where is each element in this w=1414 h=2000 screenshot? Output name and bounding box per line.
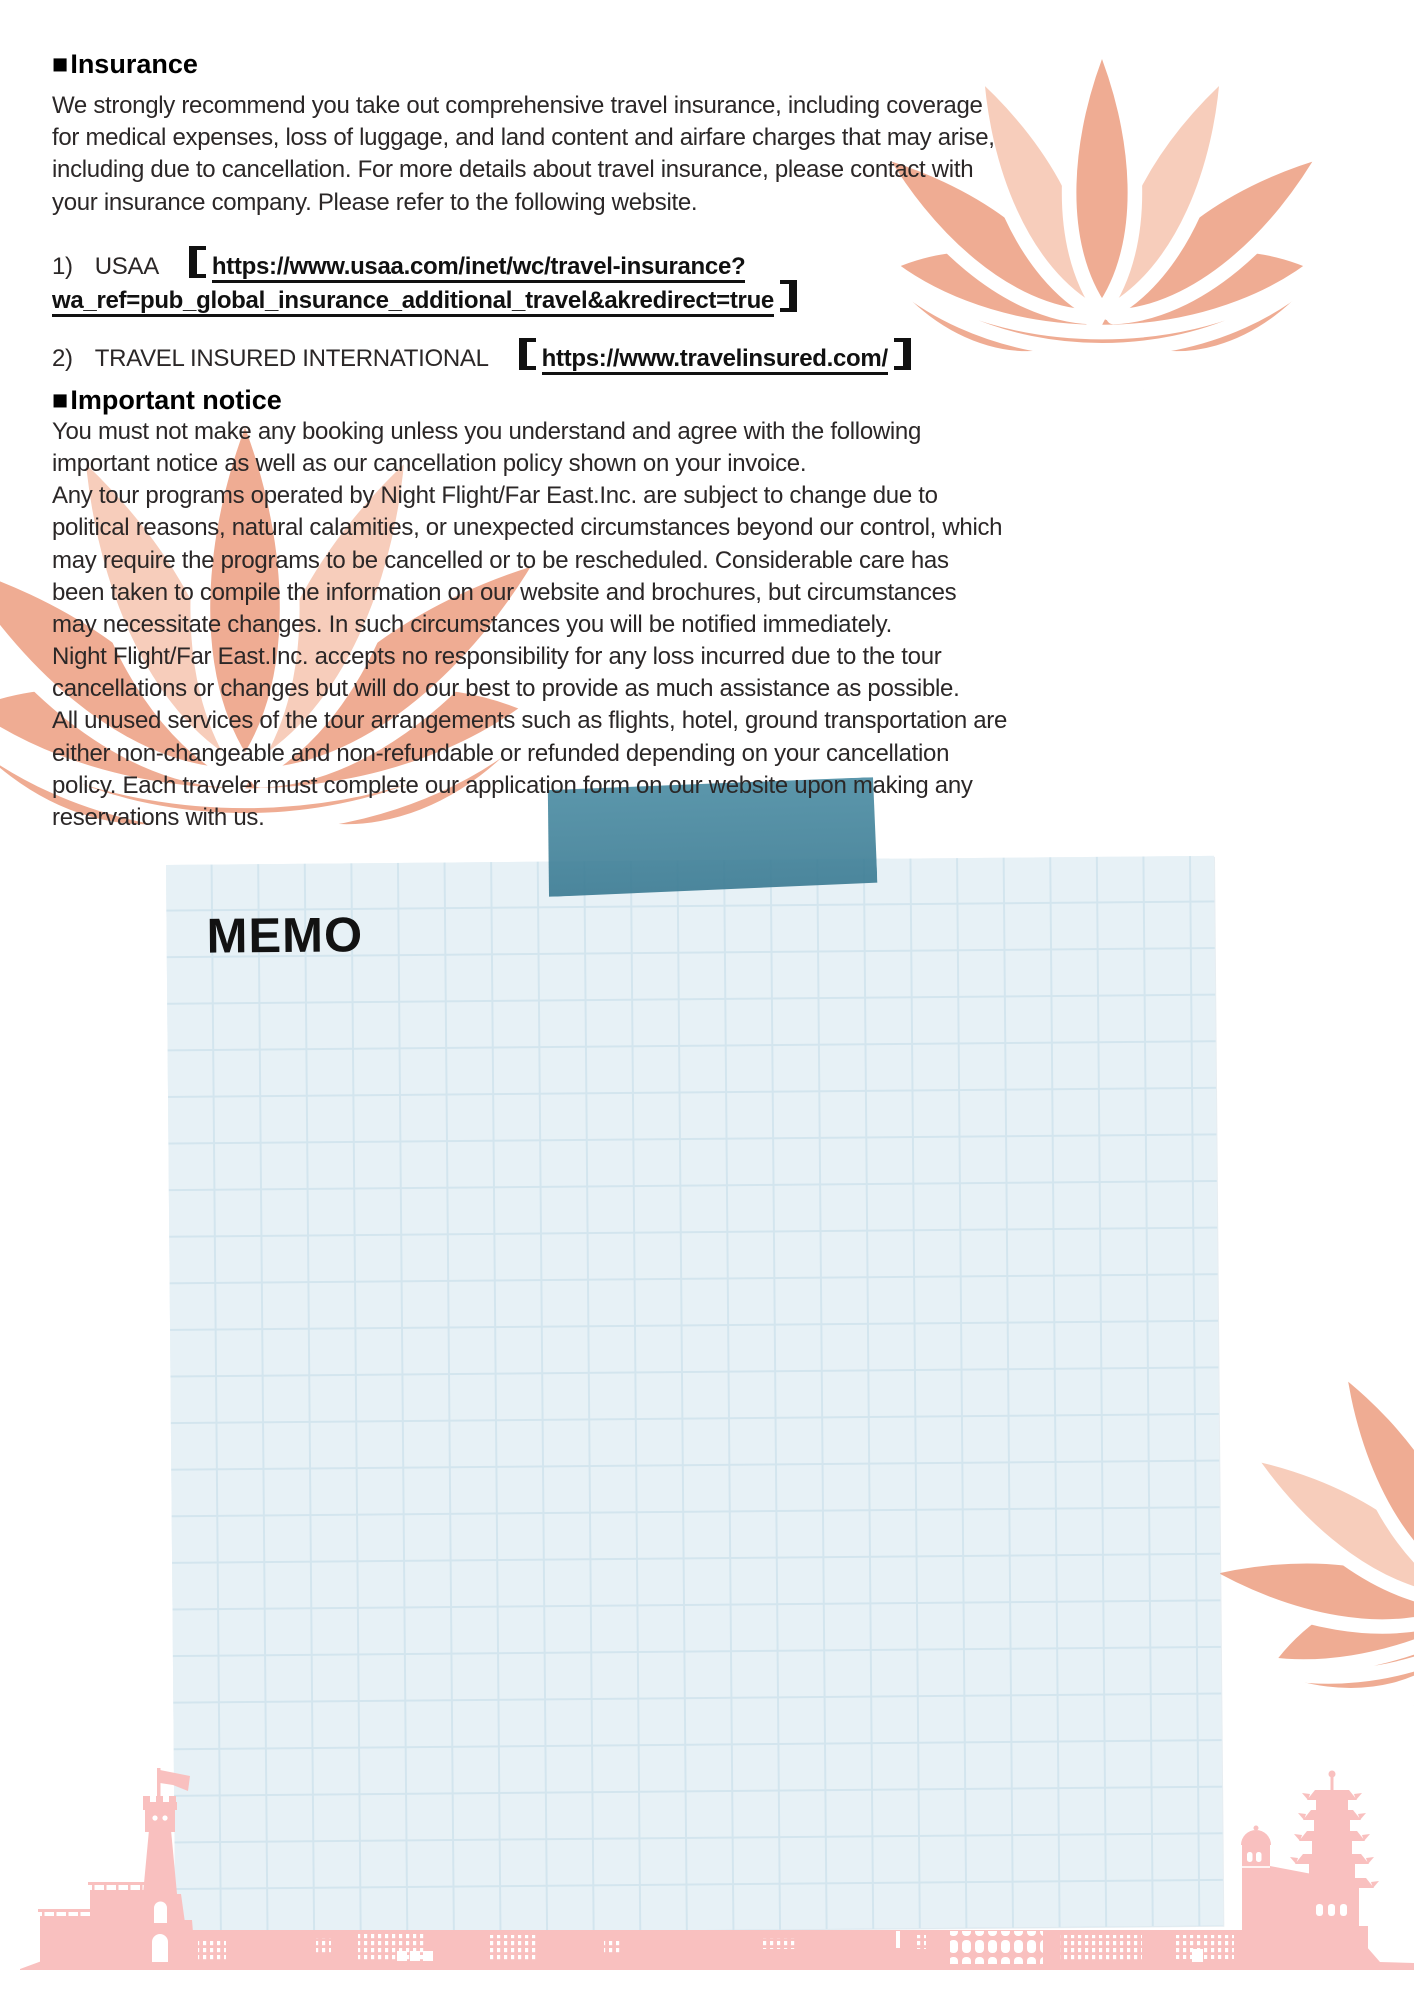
notice-body-line: may require the programs to be cancelled or to be rescheduled. Considerable care has xyxy=(52,547,949,574)
city-skyline-silhouette xyxy=(0,1668,1414,1974)
notice-body-line: All unused services of the tour arrangements such as flights, hotel, ground transportation are xyxy=(52,707,1008,734)
usaa-link-line2[interactable]: wa_ref=pub_global_insurance_additional_travel&akredirect=true xyxy=(52,287,774,317)
insurance-link-travel-insured xyxy=(52,338,917,374)
insurance-link-usaa xyxy=(52,246,745,282)
link-provider-name: USAA xyxy=(94,253,159,280)
notice-body-line: policy. Each traveler must complete our application form on our website upon making any xyxy=(52,772,973,799)
clock-tower xyxy=(38,1768,196,1970)
insurance-body-line: your insurance company. Please refer to the following website. xyxy=(52,189,698,216)
insurance-body-line: including due to cancellation. For more details about travel insurance, please contact with xyxy=(52,156,974,183)
notice-body-line: cancellations or changes but will do our best to provide as much assistance as possible. xyxy=(52,675,960,702)
notice-body-line: reservations with us. xyxy=(52,804,265,831)
important-notice-heading xyxy=(52,384,282,416)
insurance-heading-label: Insurance xyxy=(70,49,198,79)
lenticular-bracket-close-icon xyxy=(780,280,797,312)
usaa-link-line1[interactable]: https://www.usaa.com/inet/wc/travel-insurance? xyxy=(212,253,745,283)
notice-body-line: You must not make any booking unless you understand and agree with the following xyxy=(52,418,922,445)
notice-body-line: important notice as well as our cancellation policy shown on your invoice. xyxy=(52,450,807,477)
travelinsured-link[interactable]: https://www.travelinsured.com/ xyxy=(542,345,888,375)
list-number: 1) xyxy=(52,253,73,280)
tower-flag xyxy=(160,1770,190,1791)
important-notice-heading-label: Important notice xyxy=(70,385,282,415)
pagoda-tower xyxy=(1285,1771,1379,1971)
notice-body-line: Any tour programs operated by Night Flight/Far East.Inc. are subject to change due to xyxy=(52,482,938,509)
notice-body-line: political reasons, natural calamities, or unexpected circumstances beyond our control, which xyxy=(52,514,1003,541)
memo-title: MEMO xyxy=(206,908,364,964)
square-bullet-icon: ■ xyxy=(52,49,69,79)
notice-body-line: Night Flight/Far East.Inc. accepts no responsibility for any loss incurred due to the tour xyxy=(52,643,942,670)
insurance-link-usaa-line2 xyxy=(52,280,803,316)
notice-body-line: been taken to compile the information on our website and brochures, but circumstances xyxy=(52,579,957,606)
lenticular-bracket-open-icon xyxy=(189,246,206,278)
square-bullet-icon: ■ xyxy=(52,385,69,415)
notice-body-line: may necessitate changes. In such circumstances you will be notified immediately. xyxy=(52,611,892,638)
insurance-body-line: We strongly recommend you take out comprehensive travel insurance, including coverage xyxy=(52,92,983,119)
notice-body-line: either non-changeable and non-refundable or refunded depending on your cancellation xyxy=(52,740,950,767)
link-provider-name: TRAVEL INSURED INTERNATIONAL xyxy=(94,345,489,372)
insurance-body-line: for medical expenses, loss of luggage, and land content and airfare charges that may arise, xyxy=(52,124,995,151)
lenticular-bracket-open-icon xyxy=(519,338,536,370)
list-number: 2) xyxy=(52,345,73,372)
insurance-heading xyxy=(52,48,198,80)
lenticular-bracket-close-icon xyxy=(894,338,911,370)
